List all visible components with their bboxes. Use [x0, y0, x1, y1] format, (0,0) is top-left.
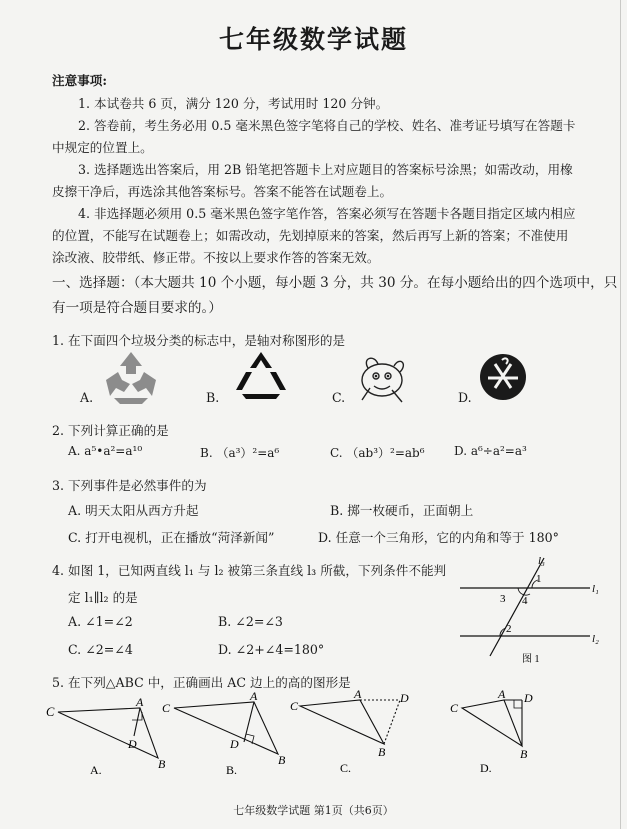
question-4-stem-cont: 定 l₁∥l₂ 的是: [68, 590, 138, 605]
point-c: C: [46, 705, 55, 719]
q1-option-c-label: C.: [332, 390, 346, 405]
point-d: D: [524, 691, 533, 705]
q5-figure-c: [290, 690, 420, 780]
q5-figure-b: [160, 692, 290, 782]
q5-label-d: D.: [480, 761, 492, 775]
notice-line: 中规定的位置上。: [52, 140, 153, 155]
q2-option-d: D. a⁶÷a²=a³: [454, 444, 527, 458]
recycle-logo-b-icon: [232, 350, 290, 400]
angle-1-label: 1: [536, 573, 542, 585]
section-heading-cont: 有一项是符合题目要求的。）: [52, 300, 222, 316]
q2-option-a: A. a⁵•a²=a¹⁰: [68, 444, 143, 458]
q4-option-d: D. ∠2+∠4=180°: [218, 642, 325, 657]
q4-option-a: A. ∠1=∠2: [68, 614, 133, 629]
point-d: D: [128, 737, 137, 751]
q4-option-c: C. ∠2=∠4: [68, 642, 133, 657]
q3-option-a: A. 明天太阳从西方升起: [68, 503, 199, 518]
q5-label-b: B.: [226, 763, 238, 777]
notice-line: 3. 选择题选出答案后，用 2B 铅笔把答题卡上对应题目的答案标号涂黑；如需改动，用橡: [78, 162, 573, 177]
q5-figure-a: [44, 692, 174, 782]
question-3-stem: 3. 下列事件是必然事件的为: [52, 478, 207, 493]
recycle-logo-d-icon: [478, 352, 528, 402]
notice-line: 1. 本试卷共 6 页，满分 120 分，考试用时 120 分钟。: [78, 96, 389, 111]
point-c: C: [450, 701, 459, 715]
recycle-logo-a-icon: [100, 350, 162, 406]
q3-option-d: D. 任意一个三角形，它的内角和等于 180°: [318, 530, 559, 545]
point-b: B: [378, 745, 386, 759]
q5-label-a: A.: [90, 763, 102, 777]
q5-figure-d: [450, 688, 590, 778]
section-heading: 一、选择题：（本大题共 10 个小题，每小题 3 分，共 30 分。在每小题给出的四个选项中，只: [52, 275, 618, 291]
notice-line: 的位置，不能写在试题卷上；如需改动，先划掉原来的答案，然后再写上新的答案；不准使用: [52, 228, 569, 243]
q1-option-a-label: A.: [80, 390, 94, 405]
page-title: 七年级数学试题: [218, 25, 408, 54]
q2-option-b: B. （a³）²=a⁶: [200, 446, 280, 460]
page-edge: [620, 0, 621, 829]
q1-option-b-label: B.: [206, 390, 220, 405]
question-2-stem: 2. 下列计算正确的是: [52, 423, 169, 438]
recycle-logo-c-icon: [352, 348, 412, 408]
point-d: D: [230, 737, 239, 751]
point-b: B: [158, 757, 166, 771]
page-footer: 七年级数学试题 第1页（共6页）: [233, 804, 394, 817]
notice-line: 2. 答卷前，考生务必用 0.5 毫米黑色签字笔将自己的学校、姓名、准考证号填写在答题卡: [78, 118, 576, 133]
q5-label-c: C.: [340, 761, 352, 775]
question-1-stem: 1. 在下面四个垃圾分类的标志中，是轴对称图形的是: [52, 333, 346, 348]
q3-option-b: B. 掷一枚硬币，正面朝上: [330, 503, 474, 518]
point-a: A: [250, 692, 258, 703]
question-4-stem: 4. 如图 1，已知两直线 l₁ 与 l₂ 被第三条直线 l₃ 所截，下列条件不能判: [52, 563, 447, 578]
question-5-stem: 5. 在下列△ABC 中，正确画出 AC 边上的高的图形是: [52, 675, 351, 690]
point-d: D: [400, 691, 409, 705]
label-l1: l₁: [592, 583, 599, 595]
point-c: C: [162, 701, 171, 715]
angle-2-label: 2: [506, 623, 512, 635]
q4-option-b: B. ∠2=∠3: [218, 614, 283, 629]
point-c: C: [290, 699, 299, 713]
angle-4-label: 4: [522, 595, 528, 607]
notice-heading: 注意事项:: [52, 73, 108, 88]
q2-option-c: C. （ab³）²=ab⁶: [330, 446, 425, 460]
q3-option-c: C. 打开电视机，正在播放“菏泽新闻”: [68, 530, 275, 545]
point-a: A: [136, 695, 144, 709]
label-l3: l₃: [538, 555, 545, 567]
point-b: B: [278, 753, 286, 767]
figure-1-parallel-lines: [450, 550, 610, 670]
figure-1-caption: 图 1: [522, 654, 540, 665]
point-a: A: [354, 690, 362, 701]
label-l2: l₂: [592, 633, 599, 645]
notice-line: 4. 非选择题必须用 0.5 毫米黑色签字笔作答，答案必须写在答题卡各题目指定区域内相应: [78, 206, 576, 221]
point-b: B: [520, 747, 528, 761]
notice-line: 皮擦干净后，再选涂其他答案标号。答案不能答在试题卷上。: [52, 184, 393, 199]
q1-option-d-label: D.: [458, 390, 472, 405]
point-a: A: [498, 688, 506, 701]
notice-line: 涂改液、胶带纸、修正带。不按以上要求作答的答案无效。: [52, 250, 380, 265]
angle-3-label: 3: [500, 593, 506, 605]
